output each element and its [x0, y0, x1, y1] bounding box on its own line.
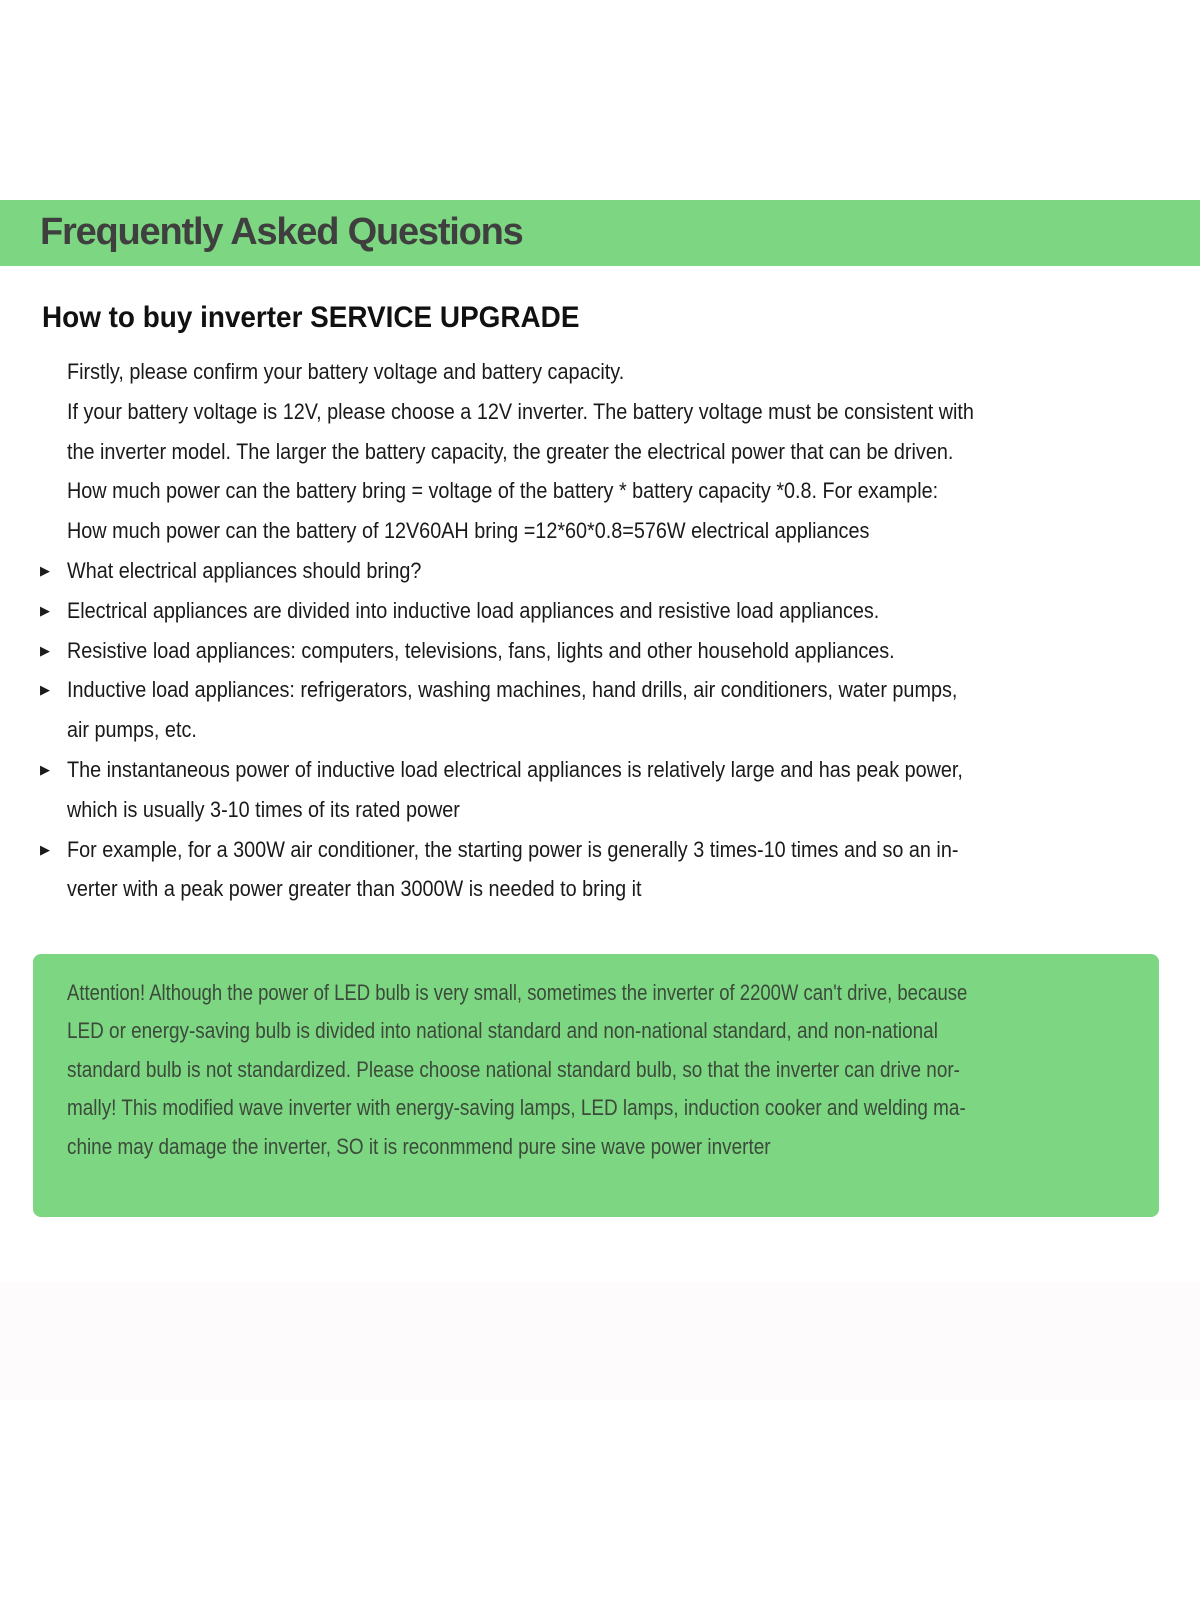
- bullet-item: [40, 670, 1131, 750]
- bullet-item: [40, 631, 1131, 671]
- bullet-item: [40, 830, 1131, 910]
- faq-title: Frequently Asked Questions: [40, 211, 523, 253]
- section-heading: How to buy inverter SERVICE UPGRADE: [42, 301, 580, 334]
- attention-line: mally! This modified wave inverter with energy-saving lamps, LED lamps, induction cooker and welding ma-: [67, 1095, 966, 1121]
- triangle-right-icon: ▶: [40, 562, 50, 578]
- bullet-line: Resistive load appliances: computers, televisions, fans, lights and other household appliances.: [67, 637, 895, 663]
- bullet-line: Inductive load appliances: refrigerators, washing machines, hand drills, air conditioners, water pumps,: [67, 677, 958, 703]
- intro-line: How much power can the battery of 12V60AH bring =12*60*0.8=576W electrical appliances: [67, 518, 870, 544]
- triangle-right-icon: ▶: [40, 761, 50, 777]
- bullet-line: What electrical appliances should bring?: [67, 557, 422, 583]
- attention-line: chine may damage the inverter, SO it is reconmmend pure sine wave power inverter: [67, 1133, 771, 1159]
- bullet-line: The instantaneous power of inductive load electrical appliances is relatively large and has peak power,: [67, 756, 963, 782]
- triangle-right-icon: ▶: [40, 642, 50, 658]
- bottom-band: [0, 1282, 1200, 1400]
- triangle-right-icon: ▶: [40, 682, 50, 698]
- intro-line: the inverter model. The larger the battery capacity, the greater the electrical power that can be driven.: [67, 438, 954, 464]
- bullet-line: air pumps, etc.: [67, 717, 197, 743]
- faq-content: [40, 352, 1131, 909]
- bullet-item: [40, 750, 1131, 830]
- bullet-line: For example, for a 300W air conditioner, the starting power is generally 3 times-10 times and so an in-: [67, 836, 959, 862]
- bullet-item: [40, 591, 1131, 631]
- intro-paragraph: [67, 352, 1131, 551]
- attention-text: [67, 974, 1127, 1166]
- bullet-line: Electrical appliances are divided into inductive load appliances and resistive load appliances.: [67, 597, 880, 623]
- intro-line: If your battery voltage is 12V, please choose a 12V inverter. The battery voltage must be consistent with: [67, 398, 974, 424]
- intro-line: Firstly, please confirm your battery voltage and battery capacity.: [67, 359, 625, 384]
- triangle-right-icon: ▶: [40, 602, 50, 618]
- attention-box: [33, 954, 1159, 1217]
- bullet-item: [40, 551, 1131, 591]
- attention-line: standard bulb is not standardized. Please choose national standard bulb, so that the inverter can drive nor-: [67, 1056, 960, 1082]
- attention-line: LED or energy-saving bulb is divided into national standard and non-national standard, and non-national: [67, 1018, 938, 1044]
- triangle-right-icon: ▶: [40, 841, 50, 857]
- faq-banner: [0, 200, 1200, 266]
- bullet-line: verter with a peak power greater than 3000W is needed to bring it: [67, 876, 642, 902]
- attention-line: Attention! Although the power of LED bulb is very small, sometimes the inverter of 2200W can't drive, because: [67, 980, 968, 1005]
- bullet-line: which is usually 3-10 times of its rated power: [67, 796, 460, 822]
- intro-line: How much power can the battery bring = voltage of the battery * battery capacity *0.8. For example:: [67, 478, 939, 504]
